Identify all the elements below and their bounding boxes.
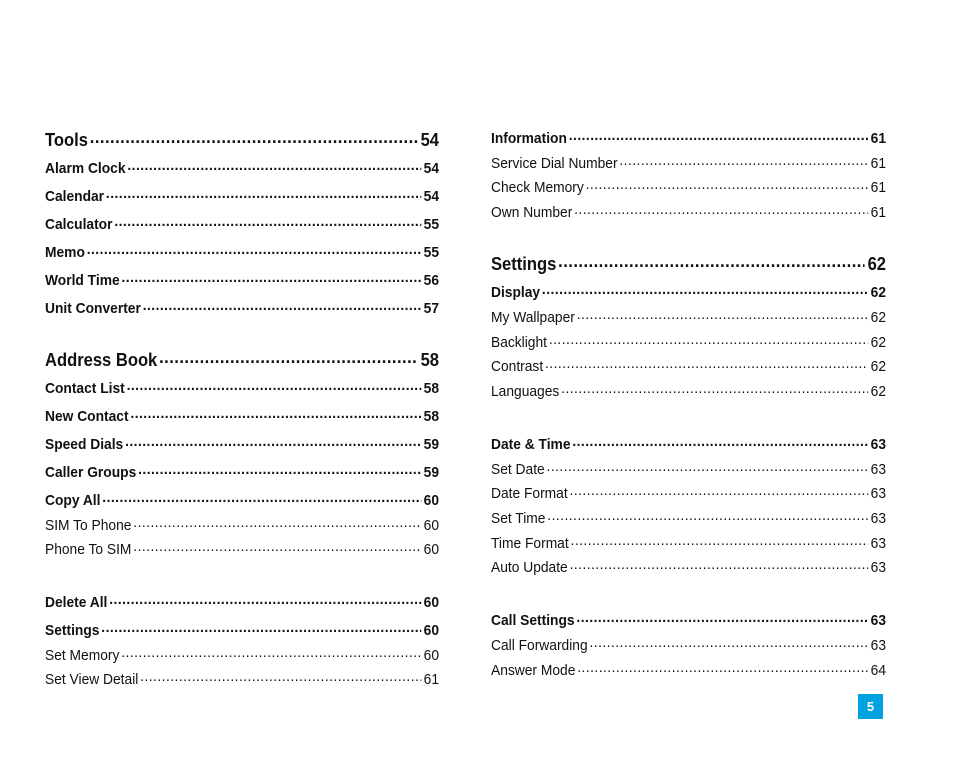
toc-entry-world-time bbox=[45, 270, 439, 288]
toc-entry-page: 60 bbox=[423, 647, 440, 664]
toc-entry-title: Time Format bbox=[491, 535, 569, 552]
toc-dot-leader bbox=[545, 356, 868, 371]
toc-dot-leader bbox=[102, 490, 421, 505]
toc-dot-leader bbox=[547, 459, 868, 474]
toc-entry-title: Calculator bbox=[45, 216, 113, 233]
toc-entry-page: 62 bbox=[870, 284, 887, 301]
toc-entry-page: 60 bbox=[423, 517, 440, 534]
toc-entry-page: 63 bbox=[870, 559, 887, 576]
toc-dot-leader bbox=[570, 557, 868, 572]
toc-entry-settings bbox=[491, 252, 886, 273]
toc-entry-caller-groups bbox=[45, 462, 439, 480]
toc-entry-title: Phone To SIM bbox=[45, 541, 132, 558]
toc-dot-leader bbox=[125, 434, 421, 449]
toc-entry-title: Check Memory bbox=[491, 179, 584, 196]
toc-entry-answer-mode bbox=[491, 660, 886, 678]
toc-dot-leader bbox=[130, 406, 420, 421]
toc-entry-auto-update bbox=[491, 557, 886, 575]
toc-entry-page: 64 bbox=[870, 662, 887, 679]
toc-entry-information bbox=[491, 128, 886, 146]
toc-entry-title: Backlight bbox=[491, 334, 548, 351]
toc-entry-unit-converter bbox=[45, 298, 439, 316]
toc-entry-time-format bbox=[491, 533, 886, 551]
toc-entry-page: 60 bbox=[423, 492, 440, 509]
toc-entry-page: 63 bbox=[870, 612, 887, 629]
toc-entry-languages bbox=[491, 381, 886, 399]
toc-dot-leader bbox=[561, 381, 868, 396]
toc-entry-speed-dials bbox=[45, 434, 439, 452]
toc-dot-leader bbox=[574, 202, 868, 217]
toc-entry-page: 55 bbox=[423, 244, 440, 261]
toc-entry-title: Call Forwarding bbox=[491, 637, 588, 654]
toc-entry-title: Calendar bbox=[45, 188, 105, 205]
toc-entry-title: Tools bbox=[45, 130, 88, 150]
toc-entry-set-date bbox=[491, 459, 886, 477]
toc-dot-leader bbox=[109, 592, 421, 607]
toc-dot-leader bbox=[558, 252, 865, 270]
toc-entry-title: Languages bbox=[491, 383, 560, 400]
toc-entry-page: 63 bbox=[870, 485, 887, 502]
toc-entry-title: Date Format bbox=[491, 485, 568, 502]
toc-entry-service-dial-number bbox=[491, 153, 886, 171]
toc-entry-page: 62 bbox=[870, 358, 887, 375]
toc-entry-my-wallpaper bbox=[491, 307, 886, 325]
toc-entry-page: 63 bbox=[870, 461, 887, 478]
toc-dot-leader bbox=[572, 434, 868, 449]
toc-dot-leader bbox=[140, 669, 421, 684]
toc-entry-title: Address Book bbox=[45, 350, 158, 370]
toc-entry-page: 63 bbox=[870, 637, 887, 654]
toc-entry-page: 54 bbox=[423, 160, 440, 177]
toc-dot-leader bbox=[549, 332, 868, 347]
toc-entry-delete-all bbox=[45, 592, 439, 610]
toc-entry-new-contact bbox=[45, 406, 439, 424]
toc-dot-leader bbox=[114, 214, 421, 229]
toc-entry-title: Call Settings bbox=[491, 612, 575, 629]
toc-entry-page: 61 bbox=[870, 179, 887, 196]
toc-dot-leader bbox=[547, 508, 868, 523]
toc-entry-page: 54 bbox=[420, 130, 440, 150]
toc-entry-title: Unit Converter bbox=[45, 300, 141, 317]
toc-entry-page: 60 bbox=[423, 594, 440, 611]
toc-entry-title: My Wallpaper bbox=[491, 309, 575, 326]
toc-entry-title: Alarm Clock bbox=[45, 160, 126, 177]
toc-entry-title: SIM To Phone bbox=[45, 517, 132, 534]
toc-entry-page: 58 bbox=[423, 380, 440, 397]
toc-entry-title: Settings bbox=[45, 622, 100, 639]
toc-entry-title: Own Number bbox=[491, 204, 573, 221]
toc-dot-leader bbox=[87, 242, 421, 257]
toc-entry-page: 58 bbox=[420, 350, 440, 370]
toc-entry-sim-to-phone bbox=[45, 515, 439, 533]
toc-entry-page: 60 bbox=[423, 541, 440, 558]
toc-entry-page: 61 bbox=[870, 130, 887, 147]
toc-entry-own-number bbox=[491, 202, 886, 220]
toc-entry-set-view-detail bbox=[45, 669, 439, 687]
toc-dot-leader bbox=[90, 128, 418, 146]
toc-entry-alarm-clock bbox=[45, 158, 439, 176]
toc-dot-leader bbox=[121, 270, 420, 285]
toc-dot-leader bbox=[542, 282, 868, 297]
toc-entry-title: Settings bbox=[491, 254, 557, 274]
toc-dot-leader bbox=[586, 177, 868, 192]
toc-entry-contact-list bbox=[45, 378, 439, 396]
toc-entry-title: Set View Detail bbox=[45, 671, 139, 688]
toc-dot-leader bbox=[569, 128, 868, 143]
toc-entry-page: 61 bbox=[870, 204, 887, 221]
toc-entry-page: 60 bbox=[423, 622, 440, 639]
toc-entry-page: 54 bbox=[423, 188, 440, 205]
toc-entry-copy-all bbox=[45, 490, 439, 508]
toc-entry-settings bbox=[45, 620, 439, 638]
toc-entry-title: Date & Time bbox=[491, 436, 571, 453]
toc-entry-page: 61 bbox=[870, 155, 887, 172]
toc-entry-address-book bbox=[45, 348, 439, 369]
toc-dot-leader bbox=[571, 533, 868, 548]
toc-entry-title: Set Time bbox=[491, 510, 546, 527]
toc-entry-page: 59 bbox=[423, 436, 440, 453]
toc-entry-page: 62 bbox=[870, 383, 887, 400]
toc-entry-title: Delete All bbox=[45, 594, 108, 611]
toc-dot-leader bbox=[121, 645, 421, 660]
toc-entry-memo bbox=[45, 242, 439, 260]
toc-dot-leader bbox=[133, 515, 421, 530]
toc-dot-leader bbox=[576, 610, 867, 625]
toc-entry-title: Service Dial Number bbox=[491, 155, 618, 172]
toc-dot-leader bbox=[138, 462, 421, 477]
toc-entry-title: Caller Groups bbox=[45, 464, 137, 481]
toc-entry-page: 55 bbox=[423, 216, 440, 233]
toc-dot-leader bbox=[127, 378, 421, 393]
toc-entry-title: Set Date bbox=[491, 461, 545, 478]
toc-entry-title: Contrast bbox=[491, 358, 544, 375]
toc-entry-phone-to-sim bbox=[45, 539, 439, 557]
toc-entry-page: 63 bbox=[870, 535, 887, 552]
toc-entry-page: 58 bbox=[423, 408, 440, 425]
toc-entry-set-memory bbox=[45, 645, 439, 663]
toc-entry-page: 61 bbox=[423, 671, 440, 688]
toc-dot-leader bbox=[589, 635, 867, 650]
toc-entry-title: Set Memory bbox=[45, 647, 120, 664]
toc-entry-page: 59 bbox=[423, 464, 440, 481]
toc-entry-calculator bbox=[45, 214, 439, 232]
toc-entry-display bbox=[491, 282, 886, 300]
toc-entry-backlight bbox=[491, 332, 886, 350]
toc-entry-title: New Contact bbox=[45, 408, 129, 425]
toc-entry-page: 62 bbox=[870, 309, 887, 326]
toc-entry-check-memory bbox=[491, 177, 886, 195]
toc-entry-title: Auto Update bbox=[491, 559, 568, 576]
toc-entry-page: 62 bbox=[870, 334, 887, 351]
toc-entry-title: Answer Mode bbox=[491, 662, 576, 679]
toc-entry-set-time bbox=[491, 508, 886, 526]
toc-entry-title: World Time bbox=[45, 272, 120, 289]
toc-dot-leader bbox=[143, 298, 421, 313]
page-number: 5 bbox=[866, 699, 875, 714]
toc-entry-title: Speed Dials bbox=[45, 436, 124, 453]
toc-dot-leader bbox=[127, 158, 421, 173]
toc-entry-page: 62 bbox=[867, 254, 887, 274]
toc-entry-page: 56 bbox=[423, 272, 440, 289]
toc-entry-title: Display bbox=[491, 284, 541, 301]
page-number-badge bbox=[858, 694, 883, 719]
toc-entry-date-and-time bbox=[491, 434, 886, 452]
toc-entry-calendar bbox=[45, 186, 439, 204]
toc-entry-title: Information bbox=[491, 130, 567, 147]
toc-dot-leader bbox=[619, 153, 868, 168]
toc-entry-title: Memo bbox=[45, 244, 85, 261]
toc-entry-tools bbox=[45, 128, 439, 149]
toc-dot-leader bbox=[101, 620, 421, 635]
toc-dot-leader bbox=[159, 348, 418, 366]
toc-dot-leader bbox=[577, 307, 868, 322]
toc-entry-page: 63 bbox=[870, 436, 887, 453]
toc-dot-leader bbox=[570, 483, 868, 498]
toc-entry-contrast bbox=[491, 356, 886, 374]
toc-entry-title: Copy All bbox=[45, 492, 101, 509]
toc-entry-call-settings bbox=[491, 610, 886, 628]
toc-entry-page: 57 bbox=[423, 300, 440, 317]
toc-entry-call-forwarding bbox=[491, 635, 886, 653]
toc-dot-leader bbox=[577, 660, 868, 675]
toc-entry-title: Contact List bbox=[45, 380, 125, 397]
toc-dot-leader bbox=[133, 539, 421, 554]
toc-dot-leader bbox=[106, 186, 421, 201]
toc-entry-date-format bbox=[491, 483, 886, 501]
toc-entry-page: 63 bbox=[870, 510, 887, 527]
